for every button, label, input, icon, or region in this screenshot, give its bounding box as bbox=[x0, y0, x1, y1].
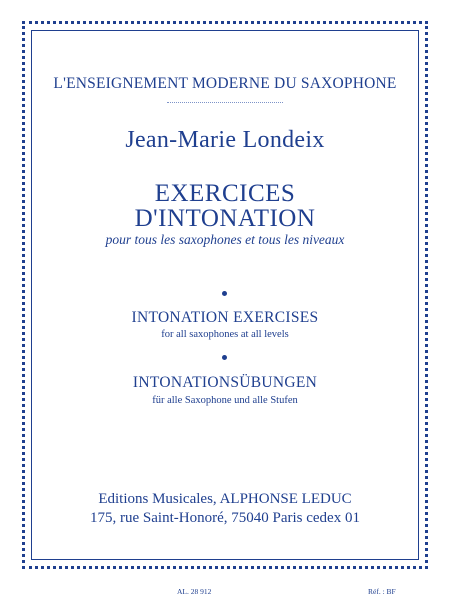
author-name: Jean-Marie Londeix bbox=[125, 127, 325, 153]
main-title-line2: D'INTONATION bbox=[134, 205, 316, 232]
subtitle-english: for all saxophones at all levels bbox=[161, 329, 289, 340]
bullet-separator bbox=[222, 291, 227, 296]
bullet-separator bbox=[222, 355, 227, 360]
title-german: INTONATIONSÜBUNGEN bbox=[132, 374, 318, 391]
reference-code: Réf. : BF bbox=[368, 587, 396, 596]
catalog-number: AL. 28 912 bbox=[177, 587, 212, 596]
main-title-line1: EXERCICES bbox=[154, 180, 296, 207]
title-english: INTONATION EXERCISES bbox=[131, 309, 319, 326]
series-title: L'ENSEIGNEMENT MODERNE DU SAXOPHONE bbox=[53, 75, 397, 92]
dotted-divider bbox=[167, 102, 283, 103]
subtitle-french: pour tous les saxophones et tous les niveaux bbox=[105, 232, 345, 247]
publisher-address: 175, rue Saint-Honoré, 75040 Paris cedex 01 bbox=[90, 510, 360, 526]
subtitle-german: für alle Saxophone und alle Stufen bbox=[152, 395, 298, 406]
publisher-name: Editions Musicales, ALPHONSE LEDUC bbox=[98, 491, 352, 507]
